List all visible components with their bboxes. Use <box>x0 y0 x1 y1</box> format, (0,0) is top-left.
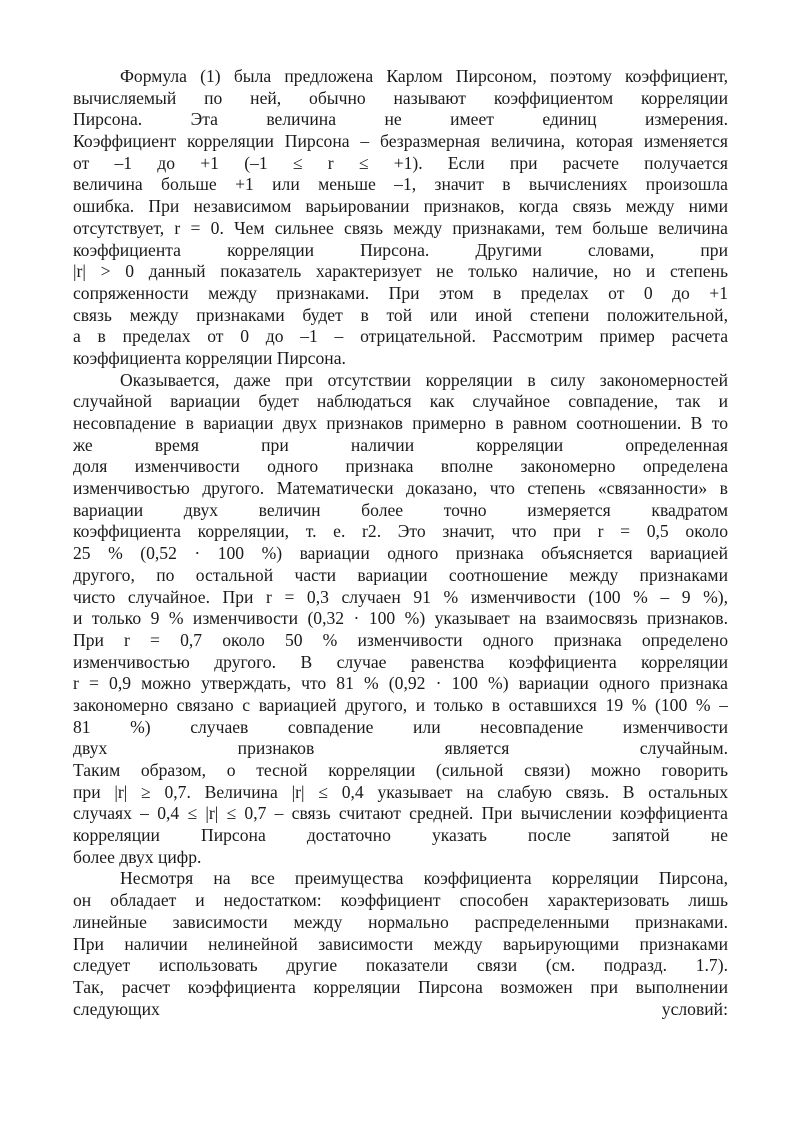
text-line: же время при наличии корреляции определенная <box>73 434 728 455</box>
text-line: и только 9 % изменчивости (0,32 · 100 %) указывает на взаимосвязь признаков. <box>73 608 728 629</box>
text-line: корреляции Пирсона достаточно указать после запятой не <box>73 825 728 846</box>
text-line: При r = 0,7 около 50 % изменчивости одного признака определено <box>73 629 728 650</box>
text-line: Несмотря на все преимущества коэффициента корреляции Пирсона, <box>120 868 728 889</box>
text-line: ошибка. При независимом варьировании признаков, когда связь между ними <box>73 196 728 217</box>
text-line: случаях – 0,4 ≤ |r| ≤ 0,7 – связь считают средней. При вычислении коэффициента <box>73 803 728 824</box>
text-line: При наличии нелинейной зависимости между варьирующими признаками <box>73 933 728 954</box>
text-line: случайной вариации будет наблюдаться как случайное совпадение, так и <box>73 391 728 412</box>
text-line: коэффициента корреляции, т. е. r2. Это значит, что при r = 0,5 около <box>73 521 728 542</box>
text-line: несовпадение в вариации двух признаков примерно в равном соотношении. В то <box>73 413 728 433</box>
text-line: от –1 до +1 (–1 ≤ r ≤ +1). Если при расчете получается <box>73 152 728 173</box>
text-line: следующих условий: <box>73 998 728 1019</box>
text-line: а в пределах от 0 до –1 – отрицательной. Рассмотрим пример расчета <box>73 326 728 347</box>
text-line: вычисляемый по ней, обычно называют коэффициентом корреляции <box>73 87 728 108</box>
text-line: Коэффициент корреляции Пирсона – безразмерная величина, которая изменяется <box>73 131 728 152</box>
text-line: Пирсона. Эта величина не имеет единиц измерения. <box>73 109 728 130</box>
text-line: при |r| ≥ 0,7. Величина |r| ≤ 0,4 указывает на слабую связь. В остальных <box>73 781 728 802</box>
text-line: величина больше +1 или меньше –1, значит в вычислениях произошла <box>73 174 728 195</box>
text-line: двух признаков является случайным. <box>73 738 728 759</box>
text-line: закономерно связано с вариацией другого, и только в оставшихся 19 % (100 % – <box>73 694 728 715</box>
text-line: доля изменчивости одного признака вполне закономерно определена <box>73 456 728 477</box>
text-line: коэффициента корреляции Пирсона. Другими словами, при <box>73 239 728 260</box>
text-line: Формула (1) была предложена Карлом Пирсоном, поэтому коэффициент, <box>120 66 728 86</box>
text-line: чисто случайное. При r = 0,3 случаен 91 % изменчивости (100 % – 9 %), <box>73 586 728 607</box>
text-line: он обладает и недостатком: коэффициент способен характеризовать лишь <box>73 890 728 911</box>
text-line: другого, по остальной части вариации соотношение между признаками <box>73 564 728 585</box>
document-body <box>73 66 728 1020</box>
text-line: вариации двух величин более точно измеряется квадратом <box>73 499 728 520</box>
text-line: 81 %) случаев совпадение или несовпадение изменчивости <box>73 716 728 737</box>
text-line: следует использовать другие показатели связи (см. подразд. 1.7). <box>73 955 728 976</box>
text-line: Оказывается, даже при отсутствии корреляции в силу закономерностей <box>120 369 728 390</box>
text-line: r = 0,9 можно утверждать, что 81 % (0,92 · 100 %) вариации одного признака <box>73 673 728 694</box>
text-line: Таким образом, о тесной корреляции (сильной связи) можно говорить <box>73 760 728 780</box>
text-line: отсутствует, r = 0. Чем сильнее связь между признаками, тем больше величина <box>73 217 728 238</box>
text-line: линейные зависимости между нормально распределенными признаками. <box>73 911 728 932</box>
text-line: связь между признаками будет в той или иной степени положительной, <box>73 304 728 325</box>
text-line: коэффициента корреляции Пирсона. <box>73 347 346 368</box>
text-line: изменчивостью другого. Математически доказано, что степень «связанности» в <box>73 478 728 499</box>
text-line: изменчивостью другого. В случае равенства коэффициента корреляции <box>73 651 728 672</box>
text-line: Так, расчет коэффициента корреляции Пирсона возможен при выполнении <box>73 976 728 997</box>
text-line: 25 % (0,52 · 100 %) вариации одного признака объясняется вариацией <box>73 543 728 564</box>
text-line: более двух цифр. <box>73 846 202 867</box>
text-line: сопряженности между признаками. При этом в пределах от 0 до +1 <box>73 282 728 303</box>
text-line: |r| > 0 данный показатель характеризует не только наличие, но и степень <box>73 261 728 282</box>
